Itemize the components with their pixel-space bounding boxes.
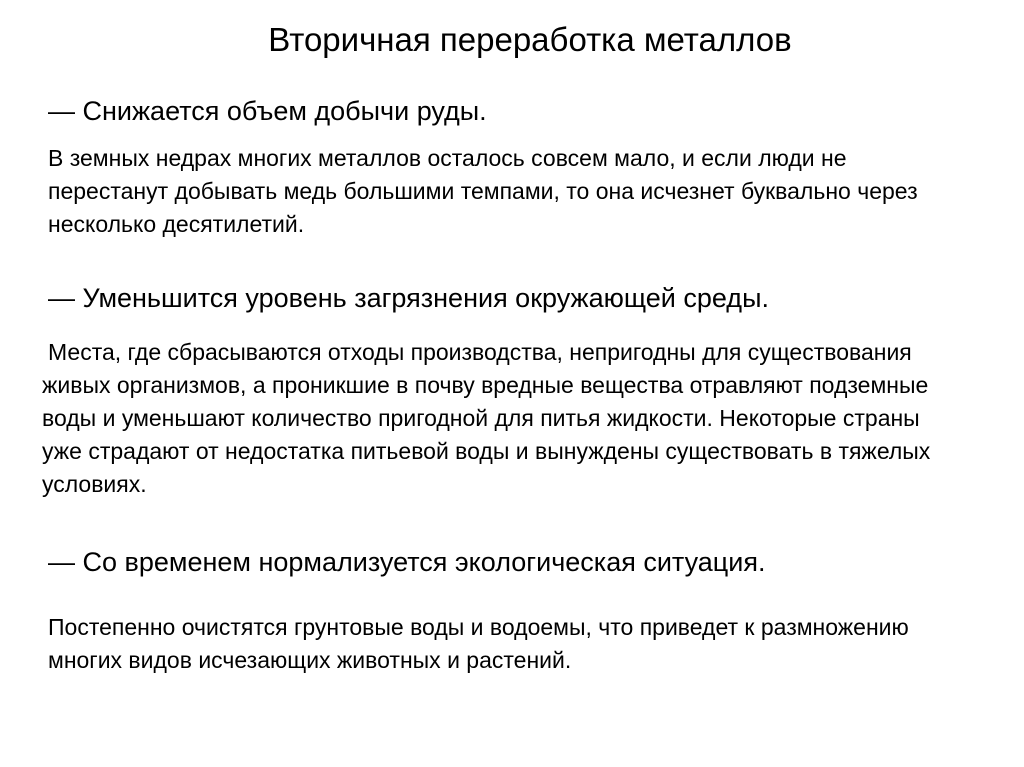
section-text-ecology: Постепенно очистятся грунтовые воды и водоемы, что приведет к размножению многих видов исчезающих животных и растений. bbox=[48, 614, 909, 673]
section-heading-ecology: — Со временем нормализуется экологическая ситуация. bbox=[48, 547, 766, 577]
section-text-pollution: Места, где сбрасываются отходы производства, непригодны для существования живых организмов, а проникшие в почву вредные вещества отравляют подземные воды и уменьшают количество пригодной для питья жидкости. Некоторые страны уже страдают от недостатка питьевой воды и вынуждены существовать в тяжелых условиях. bbox=[42, 339, 931, 497]
section-heading-pollution: — Уменьшится уровень загрязнения окружающей среды. bbox=[48, 283, 769, 313]
section-heading-ore-mining: — Снижается объем добычи руды. bbox=[48, 96, 487, 126]
slide-title: Вторичная переработка металлов bbox=[268, 21, 792, 58]
section-text-ore-mining: В земных недрах многих металлов осталось совсем мало, и если люди не перестанут добывать медь большими темпами, то она исчезнет буквально через несколько десятилетий. bbox=[48, 145, 918, 237]
